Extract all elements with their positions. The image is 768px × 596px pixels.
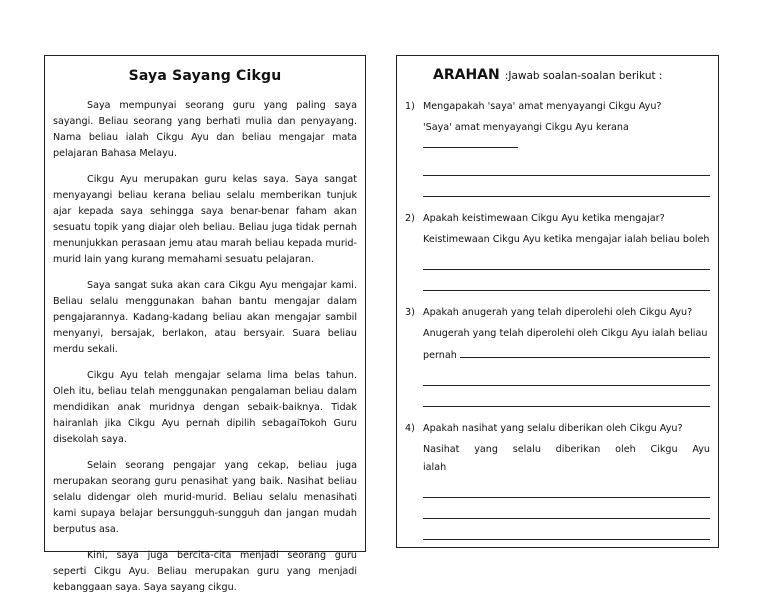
question-text: Mengapakah 'saya' amat menyayangi Cikgu Ayu?	[423, 101, 662, 112]
story-paragraph-3: Saya sangat suka akan cara Cikgu Ayu mengajar kami. Beliau selalu menggunakan bahan bantu mengajar dalam pengajarannya. Kadang-kadang beliau akan mengajar sambil menyanyi, bersajak, berlakon, atau bersyair. Suara beliau merdu sekali.	[53, 280, 357, 355]
answer-line[interactable]	[423, 500, 710, 519]
answer-line[interactable]	[423, 521, 710, 540]
story-paragraph-1: Saya mempunyai seorang guru yang paling saya sayangi. Beliau seorang yang berhati mulia dan penyayang. Nama beliau ialah Cikgu Ayu dan beliau mengajar mata pelajaran Bahasa Melayu.	[53, 100, 357, 159]
answer-prompt-cont-text: pernah	[423, 350, 457, 361]
question-text: Apakah nasihat yang selalu diberikan oleh Cikgu Ayu?	[423, 423, 683, 434]
answer-prompt: Nasihat yang selalu diberikan oleh Cikgu Ayu ialah	[423, 444, 710, 473]
story-paragraph-4: Cikgu Ayu telah mengajar selama lima belas tahun. Oleh itu, beliau telah menggunakan pengalaman beliau dalam mendidikan anak muridnya dengan sebaik-baiknya. Tidak hairanlah jika Cikgu Ayu pernah dipilih sebagaiTokoh Guru disekolah saya.	[53, 370, 357, 445]
answer-line[interactable]	[423, 272, 710, 291]
story-paragraph-6: Kini, saya juga bercita-cita menjadi seorang guru seperti Cikgu Ayu. Beliau merupakan guru yang menjadi kebanggaan saya. Saya sayang cikgu.	[53, 550, 357, 593]
answer-line[interactable]	[423, 367, 710, 386]
question-text: Apakah anugerah yang telah diperolehi oleh Cikgu Ayu?	[423, 307, 693, 318]
answer-line[interactable]	[423, 251, 710, 270]
instructions-title: ARAHAN	[433, 67, 500, 83]
answer-blank[interactable]	[423, 137, 518, 148]
story-title: Saya Sayang Cikgu	[128, 68, 282, 84]
question-4	[405, 421, 710, 540]
question-1	[405, 99, 710, 197]
story-paragraph-5: Selain seorang pengajar yang cekap, beliau juga merupakan seorang guru penasihat yang baik. Nasihat beliau selalu didengar oleh murid-murid. Beliau selalu menasihati kami supaya belajar bersungguh-sungguh dan jangan mudah berputus asa.	[53, 460, 357, 535]
answer-line[interactable]	[423, 157, 710, 176]
answer-prompt: Anugerah yang telah diperolehi oleh Cikgu Ayu ialah beliau	[423, 328, 708, 339]
answer-blank[interactable]	[460, 347, 710, 358]
answer-line[interactable]	[423, 178, 710, 197]
answer-prompt-text: 'Saya' amat menyayangi Cikgu Ayu kerana	[423, 122, 629, 133]
question-number: 2)	[405, 213, 415, 224]
instructions-text: :Jawab soalan-soalan berikut :	[504, 70, 663, 82]
question-2	[405, 211, 710, 291]
instructions-heading	[405, 64, 710, 83]
answer-line[interactable]	[423, 388, 710, 407]
question-number: 4)	[405, 423, 415, 434]
story-panel	[44, 55, 366, 593]
question-text: Apakah keistimewaan Cikgu Ayu ketika mengajar?	[423, 213, 665, 224]
answer-prompt-continuation	[423, 347, 710, 365]
answer-line[interactable]	[423, 479, 710, 498]
question-number: 3)	[405, 307, 415, 318]
questions-panel	[396, 55, 719, 548]
story-paragraph-2: Cikgu Ayu merupakan guru kelas saya. Saya sangat menyayangi beliau kerana beliau selalu memberikan tunjuk ajar kepada saya sehingga saya benar-benar faham akan sesuatu topik yang diajar oleh beliau. Beliau juga tidak pernah menunjukkan perasaan jemu atau marah beliau kepada murid-murid lain yang kurang memahami sesuatu pelajaran.	[53, 174, 357, 265]
question-number: 1)	[405, 101, 415, 112]
question-3	[405, 305, 710, 407]
answer-prompt	[423, 119, 710, 155]
answer-prompt: Keistimewaan Cikgu Ayu ketika mengajar ialah beliau boleh	[423, 234, 710, 245]
